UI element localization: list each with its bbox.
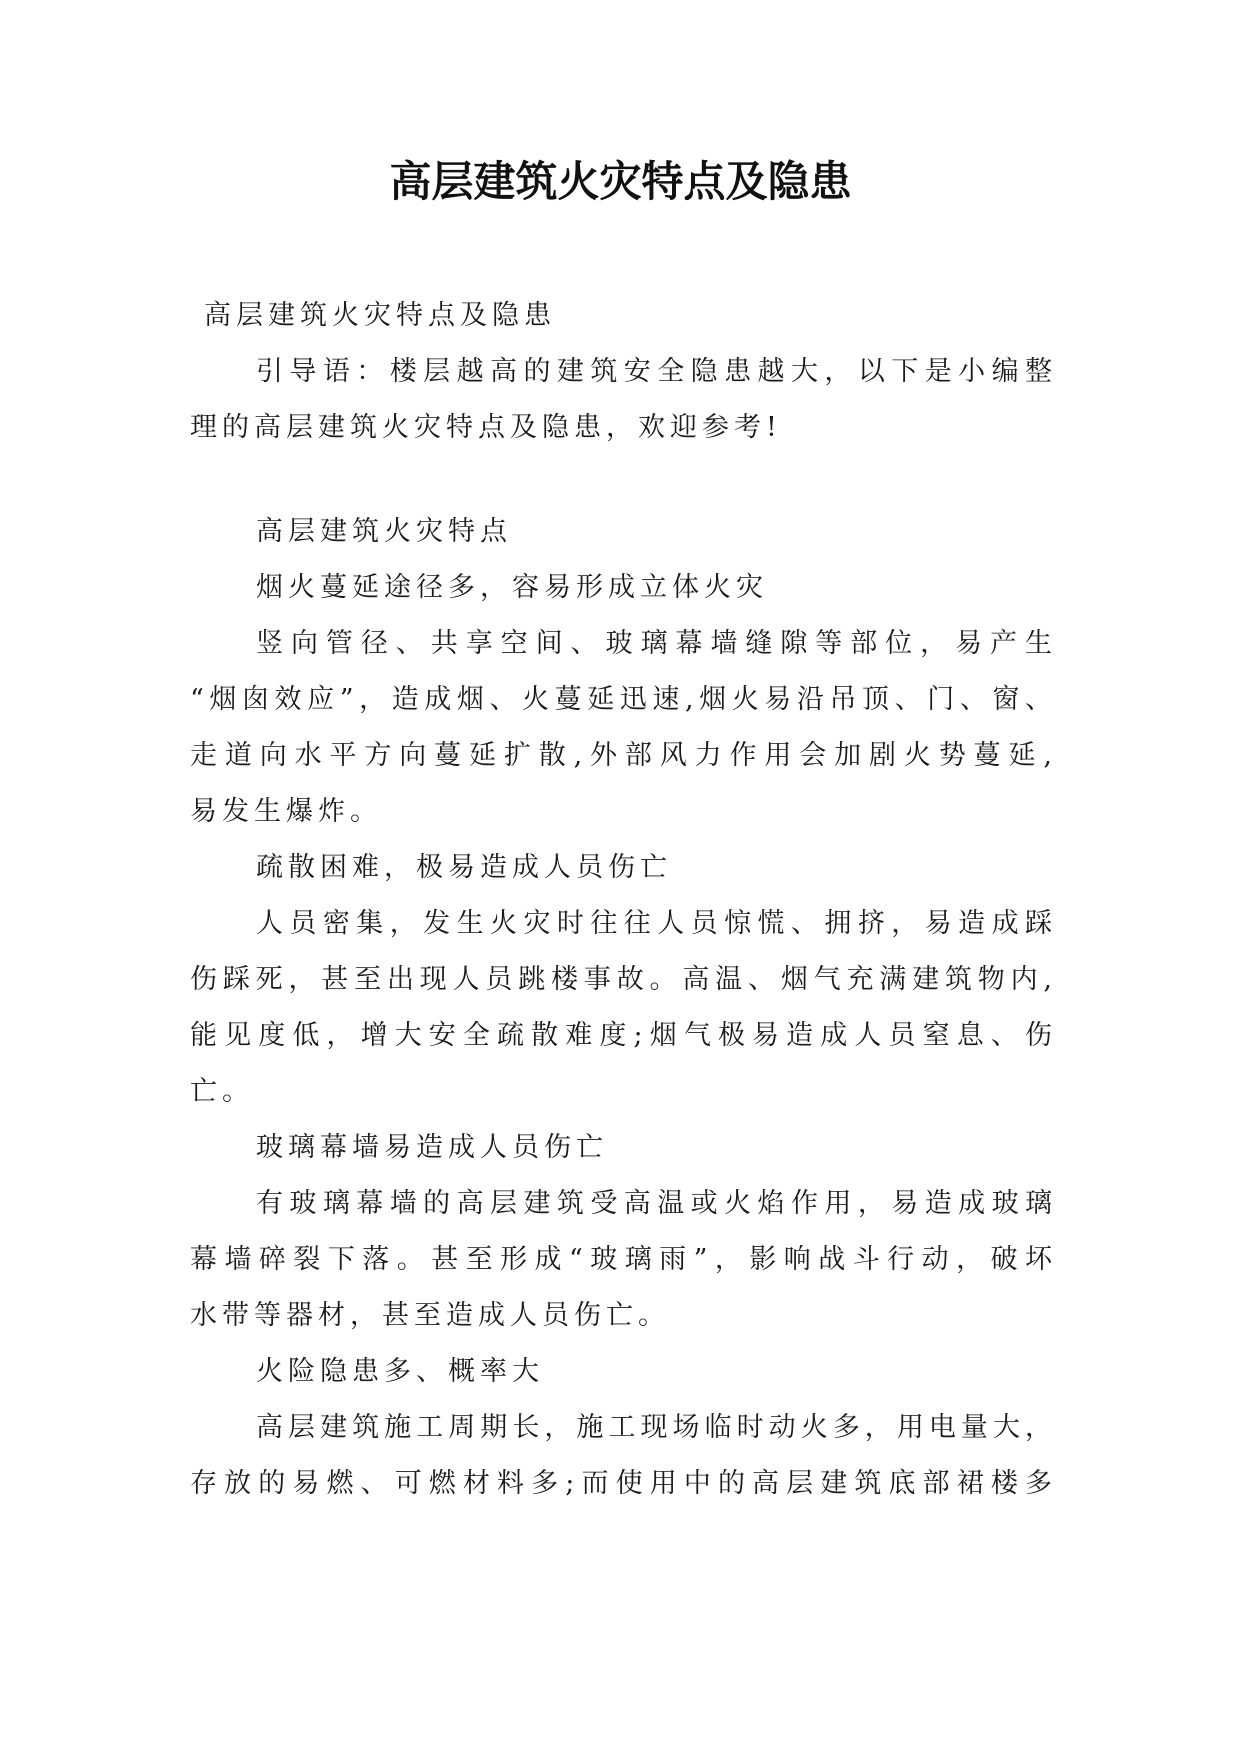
paragraph-line: 有玻璃幕墙的高层建筑受高温或火焰作用，易造成玻璃	[256, 1188, 1052, 1219]
paragraph-gap	[190, 456, 1052, 504]
paragraph-line: “烟囱效应”，造成烟、火蔓延迅速,烟火易沿吊顶、门、窗、	[190, 684, 1052, 715]
page-title: 高层建筑火灾特点及隐患	[389, 157, 852, 206]
paragraph-line: 水带等器材，甚至造成人员伤亡。	[190, 1300, 670, 1331]
subheading-evacuation: 疏散困难，极易造成人员伤亡	[256, 852, 672, 883]
paragraph-line: 能见度低，增大安全疏散难度;烟气极易造成人员窒息、伤	[190, 1020, 1052, 1051]
paragraph-line: 幕墙碎裂下落。甚至形成“玻璃雨”，影响战斗行动，破坏	[190, 1244, 1052, 1275]
intro-line-1: 引导语：楼层越高的建筑安全隐患越大，以下是小编整	[256, 356, 1052, 387]
paragraph-line: 易发生爆炸。	[190, 796, 382, 827]
paragraph-line: 伤踩死，甚至出现人员跳楼事故。高温、烟气充满建筑物内,	[190, 964, 1052, 995]
document-body	[190, 288, 1052, 1512]
subheading-smoke-spread: 烟火蔓延途径多，容易形成立体火灾	[256, 572, 768, 603]
paragraph-line: 高层建筑施工周期长，施工现场临时动火多，用电量大，	[256, 1412, 1052, 1443]
subheading-fire-hazards: 火险隐患多、概率大	[256, 1356, 544, 1387]
intro-line-2: 理的高层建筑火灾特点及隐患，欢迎参考!	[190, 412, 782, 443]
paragraph-line: 亡。	[190, 1076, 254, 1107]
section-heading: 高层建筑火灾特点	[256, 516, 512, 547]
subtitle-line: 高层建筑火灾特点及隐患	[204, 300, 556, 331]
paragraph-line: 竖向管径、共享空间、玻璃幕墙缝隙等部位，易产生	[256, 628, 1052, 659]
subheading-glass-curtain: 玻璃幕墙易造成人员伤亡	[256, 1132, 608, 1163]
paragraph-line: 人员密集，发生火灾时往往人员惊慌、拥挤，易造成踩	[256, 908, 1052, 939]
paragraph-line: 存放的易燃、可燃材料多;而使用中的高层建筑底部裙楼多	[190, 1468, 1052, 1499]
paragraph-line: 走道向水平方向蔓延扩散,外部风力作用会加剧火势蔓延,	[190, 740, 1052, 771]
